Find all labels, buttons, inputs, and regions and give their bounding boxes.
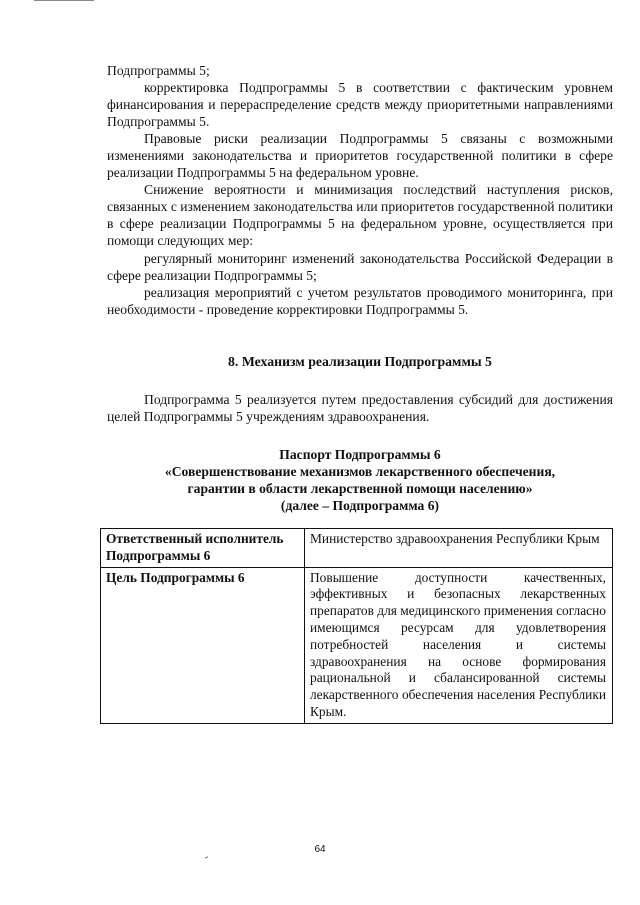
scan-speck	[205, 856, 208, 858]
paragraph-measures: реализация мероприятий с учетом результатов проводимого мониторинга, при необходимости - проведение корректировки Подпрограммы 5.	[107, 285, 613, 318]
table-row	[101, 567, 613, 723]
passport-title-line: Паспорт Подпрограммы 6	[279, 447, 441, 462]
paragraph-legal-risks: Правовые риски реализации Подпрограммы 5 связаны с возможными изменениями законодательства и приоритетов государственной политики в сфере реализации Подпрограммы 5 на федеральном уровне.	[107, 131, 613, 181]
paragraph-risk-mitigation: Снижение вероятности и минимизация последствий наступления рисков, связанных с изменением законодательства или приоритетов государственной политики в сфере реализации Подпрограммы 5 на федеральном уровне, осуществляется при помощи следующих мер:	[107, 182, 613, 249]
table-row	[101, 529, 613, 568]
passport-table	[100, 528, 613, 724]
table-value-cell: Повышение доступности качественных, эффективных и безопасных лекарственных препаратов для медицинского применения согласно имеющимся ресурсам для удовлетворения потребностей населения и системы здравоохранения на основе формирования рациональной и сбалансированной системы лекарственного обеспечения населения Республики Крым.	[305, 567, 613, 723]
table-label-cell: Ответственный исполнитель Подпрограммы 6	[101, 529, 305, 568]
passport-title-line: гарантии в области лекарственной помощи населению»	[187, 481, 533, 496]
paragraph-adjustment: корректировка Подпрограммы 5 в соответствии с фактическим уровнем финансирования и перераспределение средств между приоритетными направлениями Подпрограммы 5.	[107, 80, 613, 130]
passport-title-line: «Совершенствование механизмов лекарственного обеспечения,	[164, 464, 556, 479]
scan-edge-line	[34, 0, 94, 1]
section-heading: 8. Механизм реализации Подпрограммы 5	[228, 354, 492, 369]
page-number: 64	[314, 844, 326, 855]
paragraph-mechanism: Подпрограмма 5 реализуется путем предоставления субсидий для достижения целей Подпрограммы 5 учреждениям здравоохранения.	[107, 392, 613, 425]
passport-title	[107, 446, 613, 514]
passport-title-line: (далее – Подпрограмма 6)	[280, 498, 440, 513]
table-label-cell: Цель Подпрограммы 6	[101, 567, 305, 723]
paragraph-continuation: Подпрограммы 5;	[107, 63, 210, 78]
table-value-cell: Министерство здравоохранения Республики Крым	[305, 529, 613, 568]
paragraph-monitoring: регулярный мониторинг изменений законодательства Российской Федерации в сфере реализации Подпрограммы 5;	[107, 251, 613, 284]
